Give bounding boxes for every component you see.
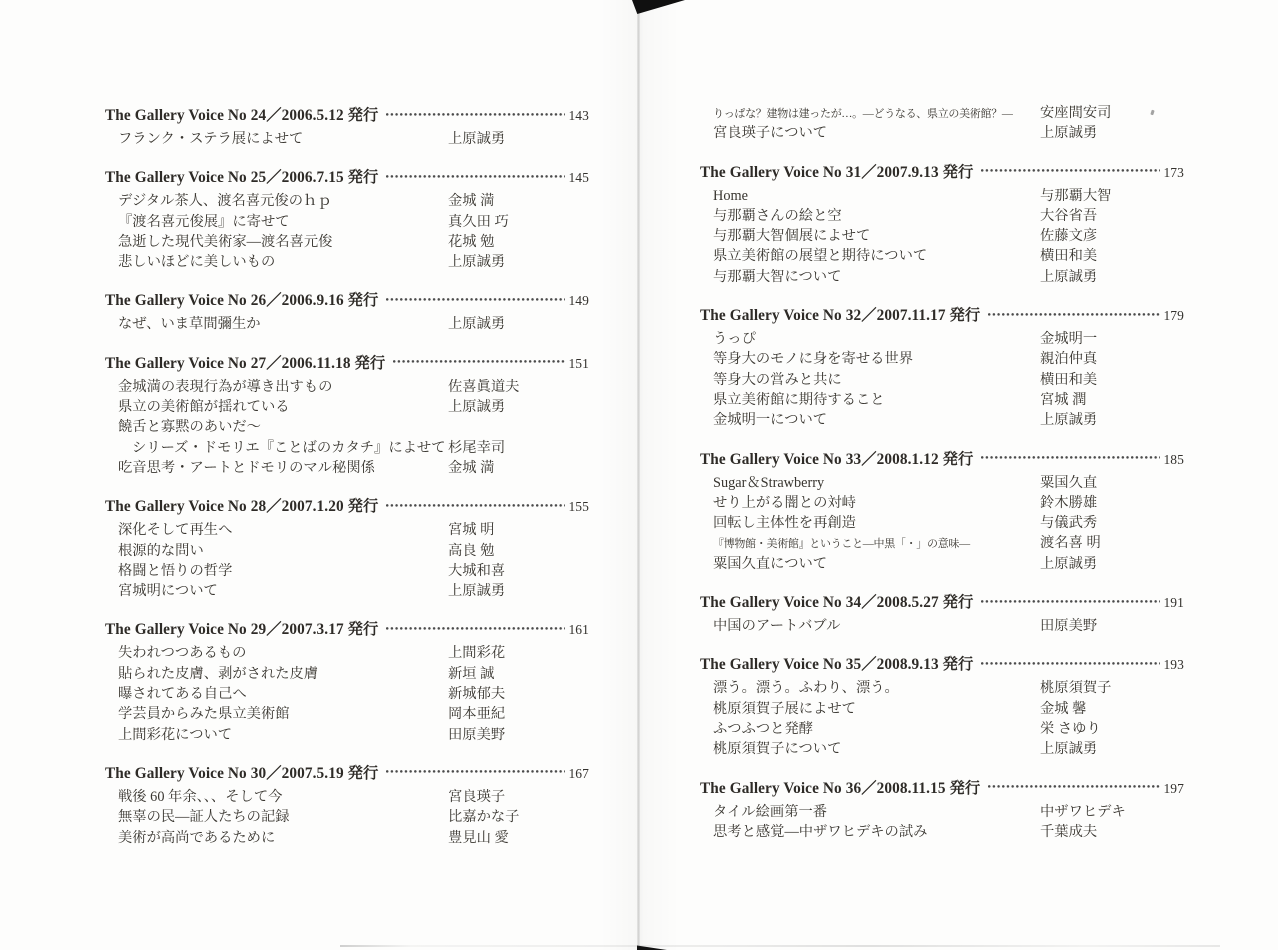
- entry-title: なぜ、いま草間彌生か: [118, 316, 261, 333]
- toc-section: [700, 593, 1184, 636]
- entry-title: 等身大の営みと共に: [713, 371, 842, 388]
- entry-author: 上原誠勇: [1040, 741, 1098, 758]
- entry-title: 桃原須賀子展によせて: [713, 700, 856, 717]
- entry-author: 杉尾幸司: [448, 439, 506, 456]
- dot-leader: [386, 113, 565, 116]
- dot-leader: [988, 313, 1160, 316]
- entry-title: 戦後 60 年余、、、そして今: [118, 788, 283, 805]
- issue-heading: The Gallery Voice No 33／2008.1.12 発行: [700, 450, 974, 468]
- toc-entry-row: [700, 513, 1184, 533]
- entry-title: うっぴ: [713, 331, 756, 348]
- entry-title: 回転し主体性を再創造: [713, 515, 856, 532]
- entry-author: 金城 満: [448, 193, 495, 210]
- toc-section: [700, 306, 1184, 430]
- entry-title: 無辜の民―証人たちの記録: [118, 809, 290, 826]
- entry-author: 横田和美: [1040, 248, 1098, 265]
- entry-title: 深化そして再生へ: [118, 522, 233, 539]
- toc-entry-row: [700, 802, 1184, 822]
- entry-title: 金城満の表現行為が導き出すもの: [118, 378, 333, 395]
- page-number: 151: [568, 355, 589, 371]
- issue-heading-row: [700, 450, 1184, 470]
- toc-entry-row: [700, 349, 1184, 369]
- entry-title: 思考と感覚―中ザワヒデキの試み: [713, 823, 928, 840]
- toc-entry-row: [105, 643, 589, 663]
- toc-entry-row: [700, 616, 1184, 636]
- issue-heading-row: [105, 620, 589, 640]
- issue-heading: The Gallery Voice No 26／2006.9.16 発行: [105, 292, 379, 310]
- toc-section: [105, 106, 589, 149]
- toc-entry-row: [700, 390, 1184, 410]
- toc-entry-row: [700, 410, 1184, 430]
- dot-leader: [981, 169, 1160, 172]
- right-page-toc: [700, 103, 1184, 861]
- entry-author: 渡名喜 明: [1040, 535, 1101, 552]
- dot-leader: [386, 504, 565, 507]
- toc-entry-row: [700, 123, 1184, 143]
- toc-entry-row: [700, 533, 1184, 553]
- toc-entry-row: [105, 828, 589, 848]
- issue-heading-row: [700, 306, 1184, 326]
- page-number: 167: [568, 765, 589, 781]
- issue-heading: The Gallery Voice No 35／2008.9.13 発行: [700, 656, 974, 674]
- page-number: 145: [568, 170, 589, 186]
- page-number: 185: [1163, 451, 1184, 467]
- toc-entry-row: [700, 739, 1184, 759]
- toc-entry-row: [105, 377, 589, 397]
- page-number: 155: [568, 499, 589, 515]
- entry-author: 親泊仲真: [1040, 351, 1098, 368]
- toc-entry-row: [700, 719, 1184, 739]
- entry-author: 鈴木勝雄: [1040, 494, 1098, 511]
- entry-author: 新垣 誠: [448, 665, 495, 682]
- entry-author: 大城和喜: [448, 562, 506, 579]
- toc-section: [105, 291, 589, 334]
- entry-title: Home: [713, 187, 748, 204]
- binding-shadow-top: [632, 0, 685, 14]
- entry-author: 桃原須賀子: [1040, 680, 1112, 697]
- toc-entry-row: [105, 684, 589, 704]
- toc-entry-row: [105, 417, 589, 437]
- entry-title: 等身大のモノに身を寄せる世界: [713, 351, 914, 368]
- entry-author: 横田和美: [1040, 371, 1098, 388]
- dot-leader: [386, 175, 565, 178]
- toc-entry-row: [105, 541, 589, 561]
- toc-entry-row: [700, 246, 1184, 266]
- toc-entry-row: [105, 561, 589, 581]
- entry-author: 豊見山 愛: [448, 829, 509, 846]
- scan-edge-shadow: [340, 945, 1220, 947]
- entry-title: 曝されてある自己へ: [118, 686, 247, 703]
- entry-author: 与那覇大智: [1040, 187, 1112, 204]
- toc-entry-row: [105, 397, 589, 417]
- issue-heading-row: [105, 497, 589, 517]
- toc-section: [105, 497, 589, 601]
- issue-heading: The Gallery Voice No 36／2008.11.15 発行: [700, 779, 981, 797]
- issue-heading: The Gallery Voice No 27／2006.11.18 発行: [105, 354, 386, 372]
- entry-author: 上原誠勇: [448, 254, 506, 271]
- issue-heading: The Gallery Voice No 28／2007.1.20 発行: [105, 498, 379, 516]
- issue-heading: The Gallery Voice No 34／2008.5.27 発行: [700, 594, 974, 612]
- entry-title: りっぱな？建物は建ったが…。―どうなる、県立の美術館？―: [713, 108, 1013, 120]
- toc-entry-row: [105, 520, 589, 540]
- entry-author: 金城 満: [448, 459, 495, 476]
- toc-section: [700, 103, 1184, 144]
- entry-title: Sugar＆Strawberry: [713, 474, 825, 491]
- toc-entry-row: [700, 493, 1184, 513]
- entry-title: 『博物館・美術館』ということ―中黒「・」の意味―: [713, 538, 970, 551]
- dot-leader: [988, 785, 1160, 788]
- entry-author: 上原誠勇: [1040, 268, 1098, 285]
- entry-author: 上原誠勇: [1040, 555, 1098, 572]
- entry-title: 県立美術館に期待すること: [713, 391, 885, 408]
- entry-author: 上原誠勇: [448, 131, 506, 147]
- entry-author: 真久田 巧: [448, 213, 509, 230]
- toc-entry-row: [105, 191, 589, 211]
- entry-author: 安座間安司: [1040, 105, 1112, 121]
- page-number: 143: [568, 108, 589, 123]
- page-number: 179: [1163, 308, 1184, 324]
- toc-entry-row: [700, 554, 1184, 574]
- toc-section: [700, 779, 1184, 843]
- entry-title: シリーズ・ドモリエ『ことばのカタチ』によせて: [132, 439, 446, 456]
- issue-heading-row: [105, 106, 589, 126]
- entry-title: 饒舌と寡黙のあいだ〜: [118, 419, 261, 436]
- toc-section: [105, 620, 589, 744]
- toc-entry-row: [105, 458, 589, 478]
- entry-title: 金城明一について: [713, 412, 828, 429]
- binding-gutter-line: [637, 10, 640, 947]
- toc-section: [700, 655, 1184, 759]
- entry-author: 花城 勉: [448, 233, 495, 250]
- entry-author: 宮城 明: [448, 522, 495, 539]
- toc-entry-row: [105, 314, 589, 334]
- issue-heading: The Gallery Voice No 30／2007.5.19 発行: [105, 764, 379, 782]
- entry-author: 金城 馨: [1040, 700, 1087, 717]
- issue-heading: The Gallery Voice No 31／2007.9.13 発行: [700, 163, 974, 181]
- entry-title: 根源的な問い: [118, 542, 204, 559]
- entry-author: 田原美野: [1040, 618, 1098, 635]
- page-number: 191: [1163, 595, 1184, 611]
- entry-author: 上原誠勇: [448, 399, 506, 416]
- toc-entry-row: [105, 252, 589, 272]
- entry-author: 栄 さゆり: [1040, 720, 1101, 737]
- entry-author: 大谷省吾: [1040, 207, 1098, 224]
- issue-heading-row: [700, 655, 1184, 675]
- dot-leader: [386, 627, 565, 630]
- issue-heading-row: [700, 163, 1184, 183]
- entry-author: 高良 勉: [448, 542, 495, 559]
- entry-title: 急逝した現代美術家―渡名喜元俊: [118, 233, 333, 250]
- entry-title: 学芸員からみた県立美術館: [118, 706, 290, 723]
- entry-author: 上原誠勇: [1040, 412, 1098, 429]
- issue-heading: The Gallery Voice No 32／2007.11.17 発行: [700, 307, 981, 325]
- toc-section: [700, 163, 1184, 287]
- toc-entry-row: [105, 725, 589, 745]
- entry-author: 新城郁夫: [448, 686, 506, 703]
- entry-author: 金城明一: [1040, 331, 1098, 348]
- toc-entry-row: [105, 438, 589, 458]
- toc-section: [105, 168, 589, 272]
- entry-title: 中国のアートバブル: [713, 618, 841, 635]
- toc-section: [105, 354, 589, 478]
- toc-entry-row: [700, 186, 1184, 206]
- entry-title: 県立美術館の展望と期待について: [713, 248, 928, 265]
- entry-author: 上原誠勇: [448, 583, 506, 600]
- toc-entry-row: [700, 822, 1184, 842]
- entry-title: 宮城明について: [118, 583, 218, 600]
- entry-author: 上原誠勇: [448, 316, 506, 333]
- entry-title: 貼られた皮膚、剥がされた皮膚: [118, 665, 319, 682]
- issue-heading: The Gallery Voice No 24／2006.5.12 発行: [105, 107, 379, 124]
- entry-title: 格闘と悟りの哲学: [118, 562, 233, 579]
- toc-entry-row: [105, 807, 589, 827]
- dot-leader: [386, 770, 565, 773]
- entry-author: 宮良瑛子: [448, 788, 506, 805]
- issue-heading-row: [105, 354, 589, 374]
- toc-entry-row: [700, 329, 1184, 349]
- entry-author: 佐喜眞道夫: [448, 378, 520, 395]
- entry-title: 漂う。漂う。ふわり、漂う。: [713, 680, 899, 697]
- entry-author: 田原美野: [448, 726, 506, 743]
- entry-author: 中ザワヒデキ: [1040, 803, 1126, 820]
- left-page-toc: [105, 106, 589, 867]
- toc-section: [700, 450, 1184, 574]
- dot-leader: [981, 600, 1160, 603]
- entry-title: 失われつつあるもの: [118, 645, 247, 662]
- toc-entry-row: [105, 704, 589, 724]
- entry-title: 粟国久直について: [713, 555, 828, 572]
- toc-entry-row: [105, 212, 589, 232]
- page-number: 193: [1163, 657, 1184, 673]
- entry-title: 吃音思考・アートとドモリのマル秘関係: [118, 459, 375, 476]
- entry-author: 佐藤文彦: [1040, 228, 1098, 245]
- toc-entry-row: [700, 678, 1184, 698]
- toc-entry-row: [105, 129, 589, 149]
- toc-entry-row: [105, 664, 589, 684]
- issue-heading-row: [700, 779, 1184, 799]
- entry-title: 美術が高尚であるために: [118, 829, 276, 846]
- entry-title: 与那覇さんの絵と空: [713, 207, 842, 224]
- page-number: 149: [568, 293, 589, 309]
- page-number: 197: [1163, 780, 1184, 796]
- entry-title: 与那覇大智について: [713, 268, 842, 285]
- issue-heading-row: [105, 764, 589, 784]
- toc-entry-row: [700, 206, 1184, 226]
- entry-author: 上原誠勇: [1040, 125, 1098, 142]
- entry-author: 岡本亜紀: [448, 706, 506, 723]
- entry-author: 与儀武秀: [1040, 515, 1098, 532]
- issue-heading-row: [700, 593, 1184, 613]
- toc-entry-row: [700, 699, 1184, 719]
- toc-entry-row: [105, 787, 589, 807]
- entry-author: 宮城 潤: [1040, 391, 1087, 408]
- toc-entry-row: [700, 226, 1184, 246]
- entry-title: タイル絵画第一番: [713, 803, 828, 820]
- dot-leader: [981, 456, 1160, 459]
- issue-heading: The Gallery Voice No 29／2007.3.17 発行: [105, 621, 379, 639]
- entry-title: フランク・ステラ展によせて: [118, 131, 304, 147]
- toc-entry-row: [700, 473, 1184, 493]
- entry-author: 比嘉かな子: [448, 809, 520, 826]
- toc-entry-row: [700, 370, 1184, 390]
- dot-leader: [393, 360, 565, 363]
- toc-section: [105, 764, 589, 848]
- entry-author: 千葉成夫: [1040, 823, 1098, 840]
- toc-entry-row: [105, 581, 589, 601]
- issue-heading-row: [105, 168, 589, 188]
- entry-author: 上間彩花: [448, 645, 506, 662]
- dot-leader: [386, 298, 565, 301]
- toc-entry-row: [700, 267, 1184, 287]
- dot-leader: [981, 662, 1160, 665]
- entry-title: 宮良瑛子について: [713, 125, 828, 142]
- entry-title: 上間彩花について: [118, 726, 233, 743]
- page-number: 161: [568, 622, 589, 638]
- toc-entry-row: [105, 232, 589, 252]
- entry-title: せり上がる闇との対峙: [713, 494, 856, 511]
- entry-title: 『渡名喜元俊展』に寄せて: [118, 213, 290, 230]
- page-number: 173: [1163, 164, 1184, 180]
- entry-title: ふつふつと発酵: [713, 720, 814, 737]
- entry-author: 粟国久直: [1040, 474, 1098, 491]
- entry-title: 悲しいほどに美しいもの: [118, 254, 276, 271]
- entry-title: 県立の美術館が揺れている: [118, 399, 290, 416]
- entry-title: 与那覇大智個展によせて: [713, 228, 871, 245]
- issue-heading: The Gallery Voice No 25／2006.7.15 発行: [105, 169, 379, 187]
- entry-title: デジタル茶人、渡名喜元俊のｈｐ: [118, 193, 332, 210]
- issue-heading-row: [105, 291, 589, 311]
- entry-title: 桃原須賀子について: [713, 741, 842, 758]
- toc-entry-row: [700, 103, 1184, 123]
